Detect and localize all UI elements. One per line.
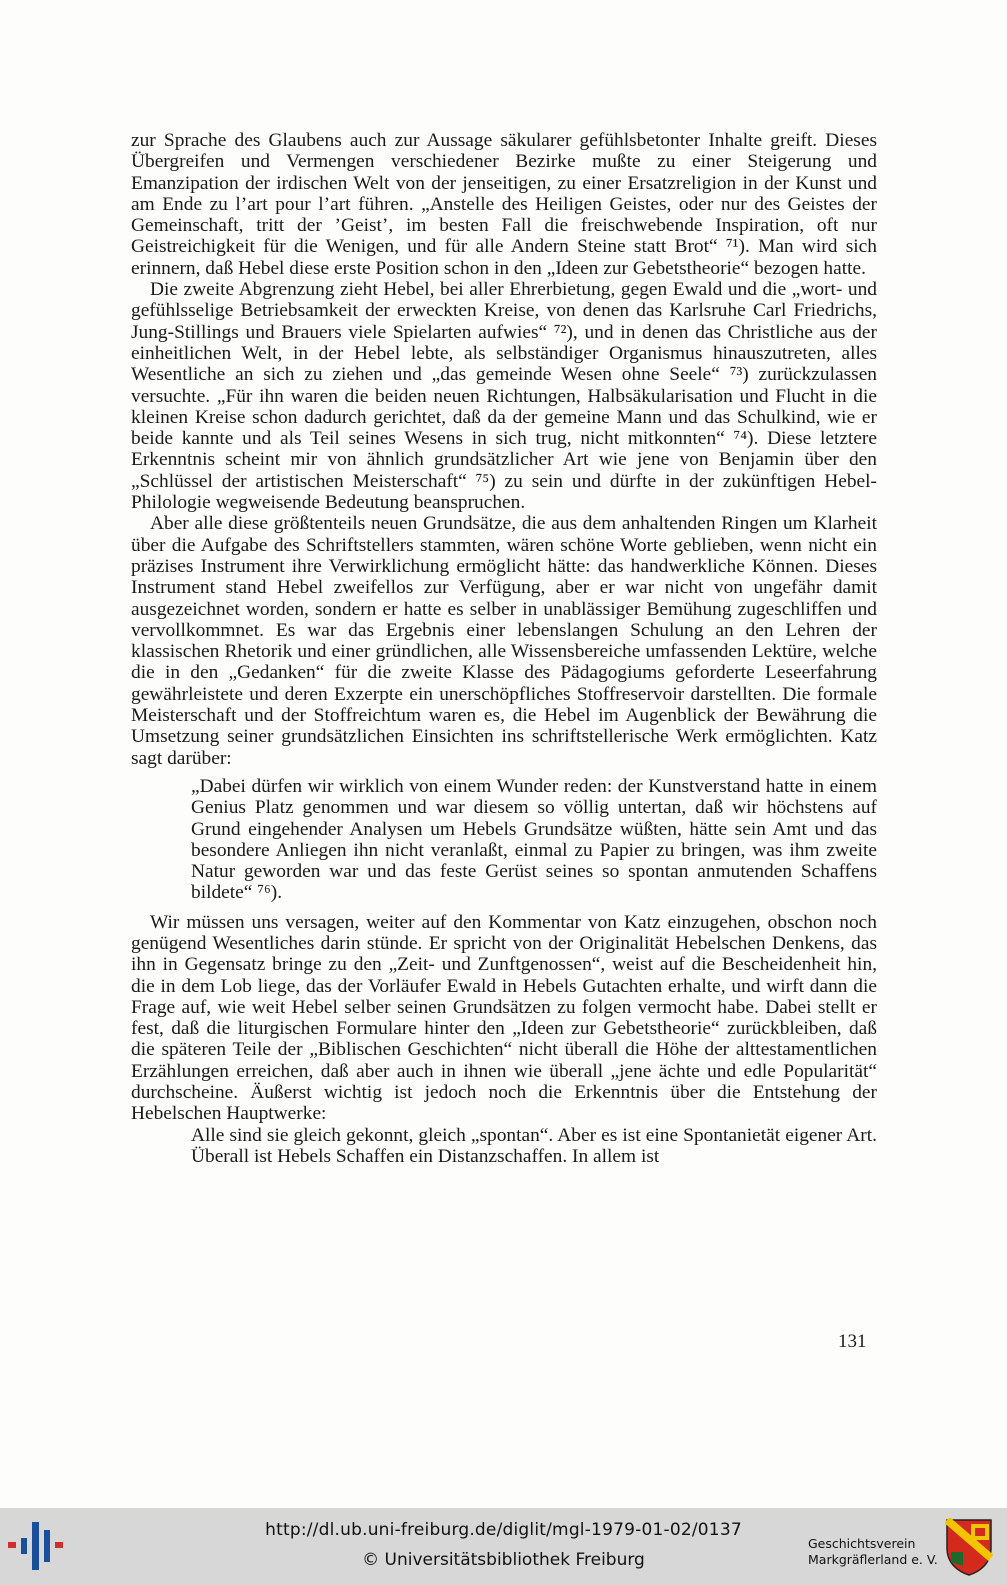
footer-bar: [0, 1508, 1007, 1585]
society-name: [808, 1536, 938, 1568]
body-text: [131, 130, 877, 1167]
block-quote: „Dabei dürfen wir wirklich von einem Wunder reden: der Kunstverstand hatte in einem Genius Platz genommen und war diesem so völlig untertan, daß wir höchstens auf Grund eingehender Analysen um Hebels Grundsätze wüßten, hätte sein Amt und das besondere Anliegen ihn nicht veranlaßt, einmal zu Papier zu bringen, was ihm zweite Natur geworden war und das feste Gerüst seines so spontan anmutenden Schaffens bildete“ ⁷⁶).: [191, 775, 877, 904]
paragraph-3: Aber alle diese größtenteils neuen Grundsätze, die aus dem anhaltenden Ringen um Klarheit über die Aufgabe des Schriftstellers stammten, wären schöne Worte geblieben, wenn nicht ein präzises Instrument ihre Verwirklichung ermöglicht hätte: das handwerkliche Können. Dieses Instrument stand Hebel zweifellos zur Verfügung, aber er war nicht von ungefähr damit ausgezeichnet worden, sondern er hatte es selber in unablässiger Bemühung zugeschliffen und vervollkommnet. Es war das Ergebnis einer lebenslangen Schulung an den Lehren der klassischen Rhetorik und einer gründlichen, alle Wissensbereiche umfassenden Lektüre, welche die in den „Gedanken“ für die zweite Klasse des Pädagogiums geforderte Leseerfahrung gewährleistete und deren Exzerpte ein unerschöpfliches Stoffreservoir darstellten. Die formale Meisterschaft und der Stoffreichtum waren es, die Hebel im Augenblick der Bewährung die Umsetzung seiner grundsätzlichen Einsichten ins schriftstellerische Werk ermöglichten. Katz sagt darüber:: [131, 513, 877, 769]
paragraph-1: zur Sprache des Glaubens auch zur Aussage säkularer gefühlsbetonter Inhalte greift. Dieses Übergreifen und Vermengen verschiedener Bezirke mußte zu einer Steigerung und Emanzipation der irdischen Welt von der jenseitigen, zu einer Ersatzreligion in der Kunst und am Ende zu l’art pour l’art führen. „Anstelle des Heiligen Geistes, oder nur des Geistes der Gemeinschaft, tritt der ’Geist’, im besten Fall die freischwebende Inspiration, oft nur Geistreichigkeit für die Wenigen, und für alle Andern Steine statt Brot“ ⁷¹). Man wird sich erinnern, daß Hebel diese erste Position schon in den „Ideen zur Gebetstheorie“ bezogen hatte.: [131, 130, 877, 279]
block-quote-continued: Alle sind sie gleich gekonnt, gleich „spontan“. Aber es ist eine Spontanietät eigener Art. Überall ist Hebels Schaffen ein Distanzschaffen. In allem ist: [191, 1124, 877, 1167]
society-line-2: Markgräflerland e. V.: [808, 1552, 938, 1567]
paragraph-4: Wir müssen uns versagen, weiter auf den Kommentar von Katz einzugehen, obschon noch genügend Wesentliches darin stünde. Er spricht von der Originalität Hebelschen Denkens, das ihn in Gegensatz bringe zu den „Zeit- und Zunftgenossen“, weist auf die Bescheidenheit hin, die in dem Lob liege, das der Vorläufer Ewald in Hebels Gutachten erhalte, und wirft dann die Frage auf, wie weit Hebel selber seinen Grundsätzen zu folgen vermocht habe. Dabei stellt er fest, daß die liturgischen Formulare hinter den „Ideen zur Gebetstheorie“ zurückbleiben, daß die späteren Teile der „Biblischen Geschichten“ nicht überall die Höhe der alttestamentlichen Erzählungen erreichen, daß aber auch in ihnen wie überall „jene ächte und edle Popularität“ durchscheine. Äußerst wichtig ist jedoch noch die Erkenntnis über die Entstehung der Hebelschen Hauptwerke:: [131, 911, 877, 1125]
source-url-link[interactable]: http://dl.ub.uni-freiburg.de/diglit/mgl-1979-01-02/0137: [265, 1520, 742, 1540]
copyright-notice: © Universitätsbibliothek Freiburg: [362, 1550, 645, 1570]
coat-of-arms-icon: [945, 1518, 993, 1576]
page-number: 131: [838, 1331, 867, 1352]
paragraph-2: Die zweite Abgrenzung zieht Hebel, bei aller Ehrerbietung, gegen Ewald und die „wort- und gefühlsselige Betriebsamkeit der erweckten Kreise, von denen das Karlsruhe Carl Friedrichs, Jung-Stillings und Brauers viele Spielarten aufwies“ ⁷²), und in denen das Christliche aus der einheitlichen Welt, in der Hebel lebte, als selbständiger Organismus hinauszutreten, alles Wesentliche an sich zu ziehen und „das gemeinde Wesen ohne Seele“ ⁷³) zurückzulassen versuchte. „Für ihn waren die beiden neuen Richtungen, Halbsäkularisation und Flucht in die kleinen Kreise schon dadurch gerichtet, daß da der gemeine Mann und das Schulkind, wie er beide kannte und als Teil seines Wesens in sich trug, nicht mitkonnten“ ⁷⁴). Diese letztere Erkenntnis scheint mir von ähnlich grundsätzlicher Art wie jene von Benjamin über den „Schlüssel der artistischen Meisterschaft“ ⁷⁵) zu sein und dürfte in der zukünftigen Hebel-Philologie wegweisende Bedeutung beanspruchen.: [131, 279, 877, 514]
society-line-1: Geschichtsverein: [808, 1536, 916, 1551]
